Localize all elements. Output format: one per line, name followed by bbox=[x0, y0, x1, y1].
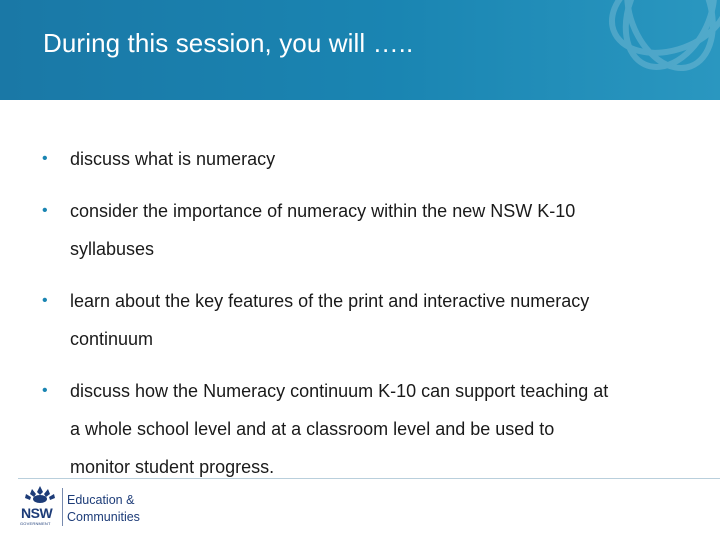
bullet-text: discuss how the Numeracy continuum K-10 can support teaching at bbox=[70, 381, 609, 401]
bullet-icon: • bbox=[42, 202, 48, 219]
bullet-item bbox=[38, 140, 688, 178]
org-name-line2: Communities bbox=[67, 510, 140, 524]
bullet-text: monitor student progress. bbox=[70, 457, 275, 477]
bullet-text: continuum bbox=[70, 329, 154, 349]
nsw-wordmark: NSW bbox=[21, 505, 53, 521]
bullet-text: a whole school level and at a classroom level and be used to bbox=[70, 419, 555, 439]
nsw-education-logo bbox=[18, 484, 168, 530]
bullet-list bbox=[38, 140, 688, 500]
bullet-item bbox=[38, 192, 688, 268]
bullet-text: syllabuses bbox=[70, 239, 155, 259]
waratah-watermark-icon bbox=[520, 0, 720, 100]
org-name-line1 bbox=[67, 493, 134, 507]
bullet-item bbox=[38, 282, 688, 358]
slide-header bbox=[0, 0, 720, 100]
logo-divider bbox=[62, 488, 63, 526]
footer-divider bbox=[18, 478, 720, 479]
bullet-text: consider the importance of numeracy within the new NSW K-10 bbox=[70, 201, 576, 221]
bullet-icon: • bbox=[42, 292, 48, 309]
bullet-icon: • bbox=[42, 382, 48, 399]
org-name-ampersand: & bbox=[126, 493, 135, 507]
bullet-text: discuss what is numeracy bbox=[70, 149, 276, 169]
government-wordmark: GOVERNMENT bbox=[20, 521, 51, 526]
org-name-education: Education bbox=[67, 493, 123, 507]
slide-title: During this session, you will ….. bbox=[43, 28, 414, 58]
bullet-text: learn about the key features of the print and interactive numeracy bbox=[70, 291, 590, 311]
bullet-icon: • bbox=[42, 150, 48, 167]
bullet-item bbox=[38, 372, 688, 486]
